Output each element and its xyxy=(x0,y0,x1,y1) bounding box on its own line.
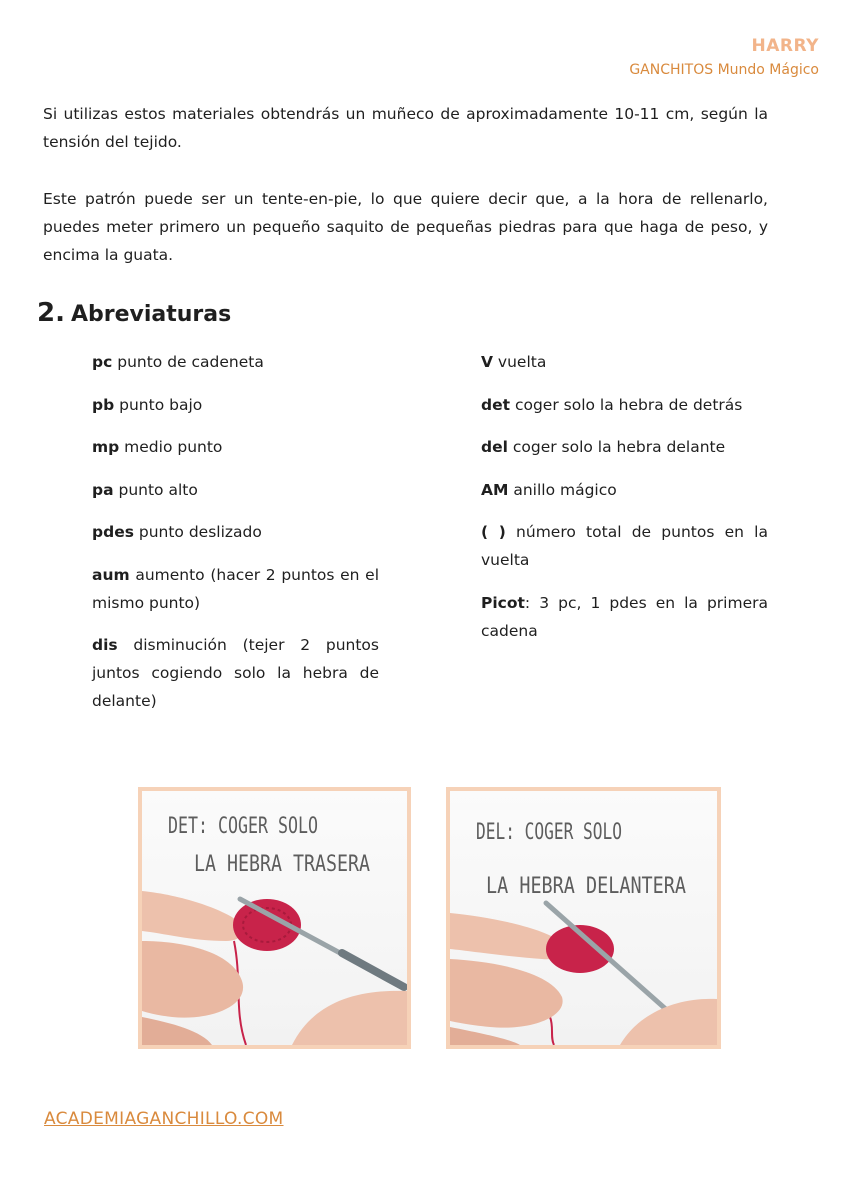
photo-caption-line1: DEL: COGER SOLO xyxy=(476,820,622,845)
abbreviation-code: dis xyxy=(92,636,118,654)
index-finger-shape xyxy=(142,941,243,1018)
right-hand-shape xyxy=(620,999,717,1045)
abbreviation-desc: coger solo la hebra delante xyxy=(507,438,726,456)
abbreviation-desc: punto bajo xyxy=(114,395,203,414)
abbreviation-code: ( ) xyxy=(481,523,506,541)
right-hand-shape xyxy=(292,991,407,1045)
abbreviation-item xyxy=(481,348,768,376)
footer-website-link[interactable]: ACADEMIAGANCHILLO.COM xyxy=(44,1109,284,1129)
header-title: HARRY xyxy=(751,36,819,56)
abbreviation-code: AM xyxy=(481,480,509,499)
yarn-tail xyxy=(550,1017,554,1045)
abbreviation-desc: : 3 pc, 1 pdes en la primera cadena xyxy=(481,593,768,640)
abbreviation-desc: disminución (tejer 2 puntos juntos cogiendo solo la hebra de delante) xyxy=(92,636,379,710)
abbreviation-desc: anillo mágico xyxy=(508,480,617,499)
abbreviation-desc: punto de cadeneta xyxy=(112,353,264,371)
front-loop-illustration xyxy=(450,791,717,1045)
abbreviation-code: V xyxy=(481,353,493,371)
thumb-shape xyxy=(142,891,243,941)
abbreviation-desc: vuelta xyxy=(493,353,547,371)
abbreviation-code: pc xyxy=(92,353,113,371)
abbreviation-desc: aumento (hacer 2 puntos en el mismo punto) xyxy=(92,565,379,612)
abbreviation-code: det xyxy=(481,395,511,414)
photo-caption-line2: LA HEBRA TRASERA xyxy=(194,852,370,877)
abbreviation-code: aum xyxy=(92,565,130,584)
abbreviation-item xyxy=(92,631,379,715)
abbreviation-item xyxy=(481,433,768,461)
abbreviation-item xyxy=(92,391,379,419)
photo-caption-line2: LA HEBRA DELANTERA xyxy=(486,874,686,899)
abbreviations-right-column xyxy=(481,348,768,659)
abbreviation-item xyxy=(481,518,768,574)
abbreviation-desc: medio punto xyxy=(119,438,223,456)
abbreviation-item xyxy=(92,476,379,504)
photo-caption-line1: DET: COGER SOLO xyxy=(168,814,318,839)
back-loop-illustration xyxy=(142,791,407,1045)
abbreviations-left-column xyxy=(92,348,379,730)
abbreviation-item xyxy=(92,561,379,617)
section-heading xyxy=(37,296,231,332)
front-loop-photo xyxy=(446,787,721,1049)
abbreviation-desc: coger solo la hebra de detrás xyxy=(510,395,743,414)
section-title: Abreviaturas xyxy=(70,302,232,327)
abbreviation-item xyxy=(481,589,768,645)
abbreviation-desc: número total de puntos en la vuelta xyxy=(481,523,768,569)
abbreviation-code: del xyxy=(481,438,508,456)
header-subtitle: GANCHITOS Mundo Mágico xyxy=(629,62,819,78)
intro-paragraph-1: Si utilizas estos materiales obtendrás un muñeco de aproximadamente 10-11 cm, según la tensión del tejido. xyxy=(43,105,768,151)
page-header xyxy=(629,36,819,78)
abbreviation-code: Picot xyxy=(481,593,525,612)
index-finger-shape xyxy=(450,959,563,1028)
abbreviation-code: pdes xyxy=(92,523,134,541)
abbreviation-code: pa xyxy=(92,480,114,499)
back-loop-photo xyxy=(138,787,411,1049)
abbreviation-item xyxy=(92,518,379,546)
abbreviation-code: mp xyxy=(92,438,120,456)
abbreviation-item xyxy=(481,476,768,504)
section-number: 2. xyxy=(37,298,65,328)
abbreviation-desc: punto alto xyxy=(113,480,198,499)
abbreviation-item xyxy=(92,348,379,376)
abbreviation-item xyxy=(92,433,379,461)
abbreviation-item xyxy=(481,391,768,419)
abbreviation-desc: punto deslizado xyxy=(133,523,262,541)
intro-paragraph-2: Este patrón puede ser un tente-en-pie, lo que quiere decir que, a la hora de rellenarlo, puedes meter primero un pequeño saquito de pequeñas piedras para que haga de peso, y encima la guata. xyxy=(43,190,768,264)
abbreviation-code: pb xyxy=(92,395,115,414)
